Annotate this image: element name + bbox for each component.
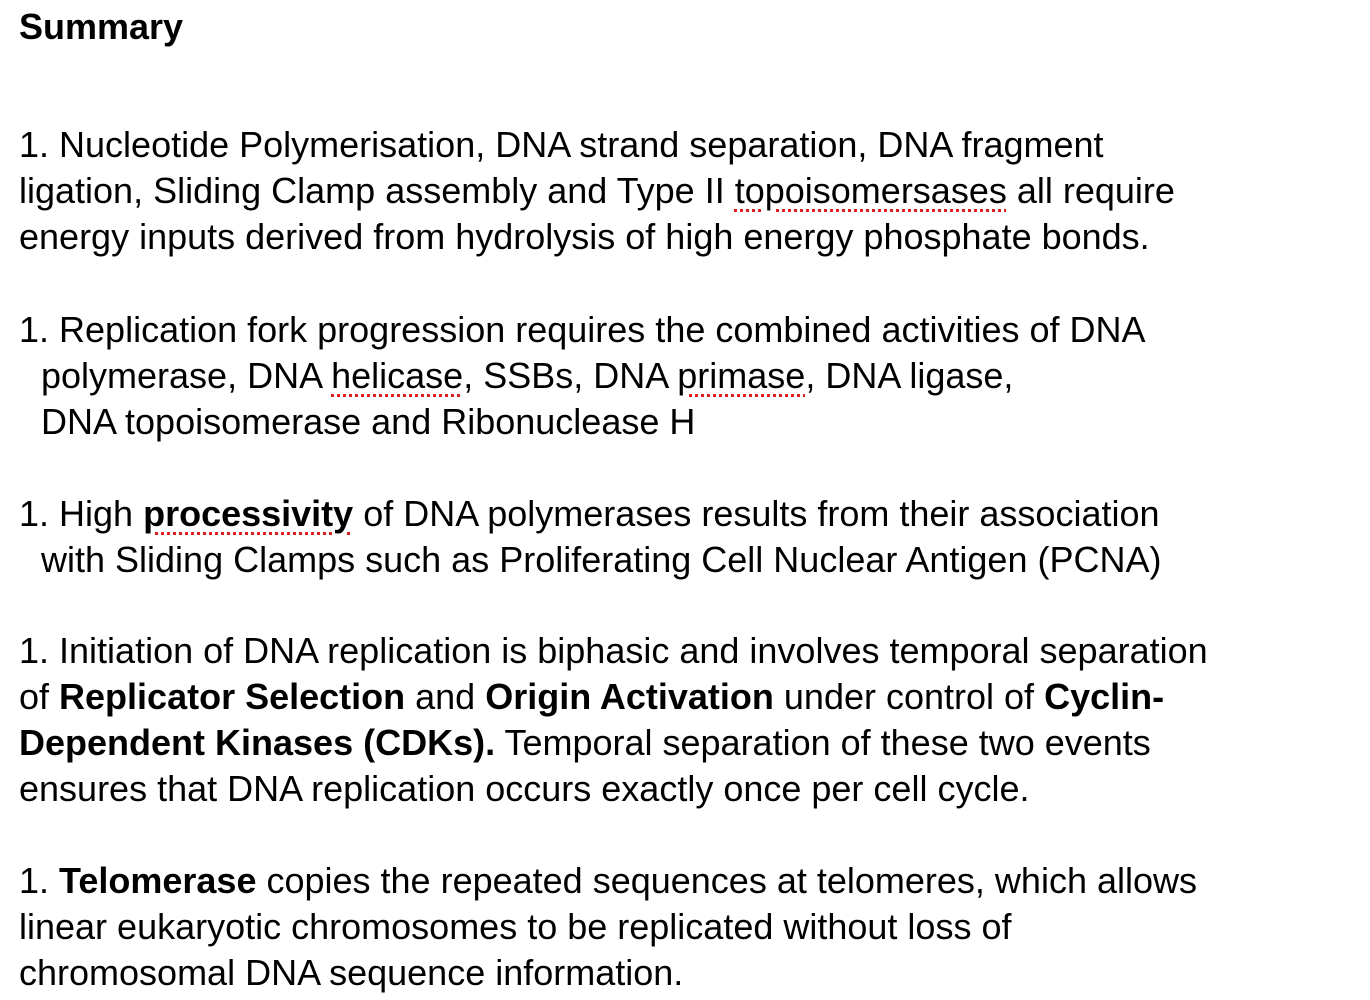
text-line	[19, 491, 1161, 537]
text-run: copies the repeated sequences at telomeres, which allows	[256, 860, 1198, 901]
text-run: under control of	[773, 676, 1045, 717]
text-run: ligation, Sliding Clamp assembly and Type II	[19, 170, 735, 211]
text-run: all require	[1006, 170, 1175, 211]
summary-item-replication-fork	[19, 307, 1146, 445]
text-run: DNA topoisomerase and Ribonuclease H	[41, 401, 696, 442]
text-run: ensures that DNA replication occurs exactly once per cell cycle.	[19, 768, 1030, 809]
summary-item-telomerase	[19, 858, 1197, 996]
spelling-flagged-word[interactable]: helicase	[331, 355, 464, 396]
text-run: 1. Replication fork progression requires the combined activities of DNA	[19, 309, 1146, 350]
text-run: 1. Nucleotide Polymerisation, DNA strand separation, DNA fragment	[19, 124, 1104, 165]
bold-term: Origin Activation	[485, 676, 774, 717]
text-line	[19, 537, 1161, 583]
text-line	[19, 353, 1146, 399]
text-line	[19, 766, 1208, 812]
text-line	[19, 307, 1146, 353]
bold-term: Telomerase	[59, 860, 257, 901]
text-run: Temporal separation of these two events	[495, 722, 1151, 763]
text-line	[19, 858, 1197, 904]
text-line	[19, 950, 1197, 996]
spelling-flagged-word[interactable]: processivity	[143, 493, 354, 534]
bold-term: Dependent Kinases (CDKs).	[19, 722, 496, 763]
summary-item-initiation	[19, 628, 1208, 812]
page-title: Summary	[19, 6, 184, 47]
text-line	[19, 214, 1175, 260]
spelling-flagged-word[interactable]: primase	[677, 355, 806, 396]
text-run: , SSBs, DNA	[463, 355, 678, 396]
text-line	[19, 904, 1197, 950]
spelling-flagged-word[interactable]: topoisomersases	[734, 170, 1007, 211]
text-run: linear eukaryotic chromosomes to be replicated without loss of	[19, 906, 1012, 947]
text-run: energy inputs derived from hydrolysis of high energy phosphate bonds.	[19, 216, 1150, 257]
text-run: of DNA polymerases results from their association	[353, 493, 1160, 534]
text-line	[19, 399, 1146, 445]
text-line	[19, 674, 1208, 720]
text-run: chromosomal DNA sequence information.	[19, 952, 684, 993]
text-line	[19, 168, 1175, 214]
text-line	[19, 122, 1175, 168]
text-run: and	[405, 676, 486, 717]
text-run: with Sliding Clamps such as Proliferating Cell Nuclear Antigen (PCNA)	[41, 539, 1162, 580]
text-line	[19, 628, 1208, 674]
bold-term: Replicator Selection	[59, 676, 406, 717]
text-run: polymerase, DNA	[41, 355, 332, 396]
summary-item-processivity	[19, 491, 1161, 583]
text-run: , DNA ligase,	[805, 355, 1014, 396]
bold-term: Cyclin-	[1044, 676, 1165, 717]
text-line	[19, 720, 1208, 766]
text-run: 1. Initiation of DNA replication is biphasic and involves temporal separation	[19, 630, 1208, 671]
text-run: of	[19, 676, 60, 717]
summary-item-energy-inputs	[19, 122, 1175, 260]
text-run: 1. High	[19, 493, 144, 534]
text-run: 1.	[19, 860, 60, 901]
